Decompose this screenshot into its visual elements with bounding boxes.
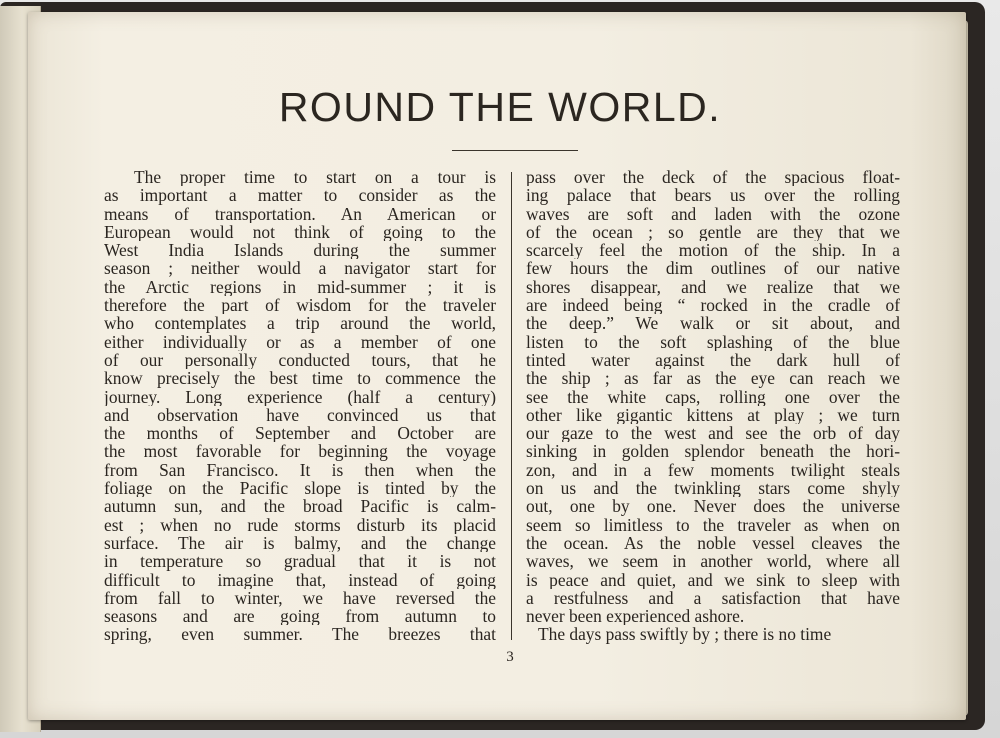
- text-line: means of transportation. An American or: [104, 204, 496, 223]
- text-line: pass over the deck of the spacious float-: [526, 168, 900, 187]
- text-line: spring, even summer. The breezes that: [104, 625, 496, 644]
- text-line: zon, and in a few moments twilight steals: [526, 460, 900, 480]
- text-line: ing palace that bears us over the rolling: [526, 186, 900, 205]
- text-line: and observation have convinced us that: [104, 405, 496, 425]
- text-line: from fall to winter, we have reversed the: [104, 588, 496, 608]
- text-line: the deep.” We walk or sit about, and: [526, 314, 900, 333]
- text-line: shores disappear, and we realize that we: [526, 277, 900, 297]
- text-line: tinted water against the dark hull of: [526, 350, 900, 370]
- page-number: 3: [506, 649, 514, 665]
- text-line: the most favorable for beginning the voyage: [104, 442, 496, 461]
- text-line: the ocean. As the noble vessel cleaves the: [526, 533, 900, 553]
- text-line: listen to the soft splashing of the blue: [526, 332, 900, 351]
- text-line: the ship ; as far as the eye can reach we: [526, 369, 900, 388]
- text-line: European would not think of going to the: [104, 222, 496, 242]
- text-line: never been experienced ashore.: [526, 607, 745, 626]
- text-line: know precisely the best time to commence the: [104, 369, 496, 388]
- text-line: who contemplates a trip around the world,: [104, 314, 496, 333]
- text-line: of the ocean ; so gentle are they that we: [526, 222, 900, 242]
- page-title: ROUND THE WORLD.: [278, 84, 722, 130]
- text-line: The days pass swiftly by ; there is no time: [538, 625, 832, 644]
- text-line: in temperature so gradual that it is not: [104, 552, 496, 571]
- text-line: are indeed being “ rocked in the cradle of: [526, 296, 900, 315]
- text-line: foliage on the Pacific slope is tinted by the: [104, 479, 496, 498]
- text-line: seem so limitless to the traveler as when on: [526, 515, 900, 534]
- text-line: autumn sun, and the broad Pacific is calm-: [104, 497, 496, 516]
- text-line: the months of September and October are: [104, 424, 496, 443]
- text-line: few hours the dim outlines of our native: [526, 259, 900, 278]
- text-line: scarcely feel the motion of the ship. In a: [526, 241, 900, 260]
- text-line: est ; when no rude storms disturb its placid: [104, 515, 496, 534]
- text-line: either individually or as a member of one: [104, 332, 496, 351]
- text-line: waves, we seem in another world, where all: [526, 552, 900, 571]
- text-line: from San Francisco. It is then when the: [104, 460, 496, 480]
- text-line: sinking in golden splendor beneath the hori-: [526, 442, 900, 461]
- title-rule: [452, 150, 578, 151]
- text-line: waves are soft and laden with the ozone: [526, 204, 900, 223]
- text-line: other like gigantic kittens at play ; we turn: [526, 405, 900, 425]
- text-line: difficult to imagine that, instead of going: [104, 570, 496, 589]
- text-line: West India Islands during the summer: [104, 241, 496, 260]
- text-line: of our personally conducted tours, that he: [104, 350, 496, 370]
- text-line: as important a matter to consider as the: [104, 186, 496, 205]
- right-column: [526, 168, 900, 644]
- text-line: The proper time to start on a tour is: [134, 168, 496, 187]
- text-line: on us and the twinkling stars come shyly: [526, 479, 900, 498]
- text-line: out, one by one. Never does the universe: [526, 497, 900, 516]
- text-line: season ; neither would a navigator start for: [104, 259, 496, 278]
- text-line: is peace and quiet, and we sink to sleep with: [526, 570, 900, 589]
- text-line: seasons and are going from autumn to: [104, 607, 496, 626]
- text-line: surface. The air is balmy, and the change: [104, 533, 496, 553]
- text-line: a restfulness and a satisfaction that have: [526, 588, 900, 608]
- text-line: journey. Long experience (half a century): [104, 387, 496, 406]
- text-line: see the white caps, rolling one over the: [526, 387, 900, 406]
- column-divider: [511, 172, 512, 640]
- text-line: our gaze to the west and see the orb of day: [526, 424, 900, 443]
- left-column: [104, 168, 496, 644]
- text-line: the Arctic regions in mid-summer ; it is: [104, 277, 496, 297]
- text-line: therefore the part of wisdom for the traveler: [104, 296, 496, 315]
